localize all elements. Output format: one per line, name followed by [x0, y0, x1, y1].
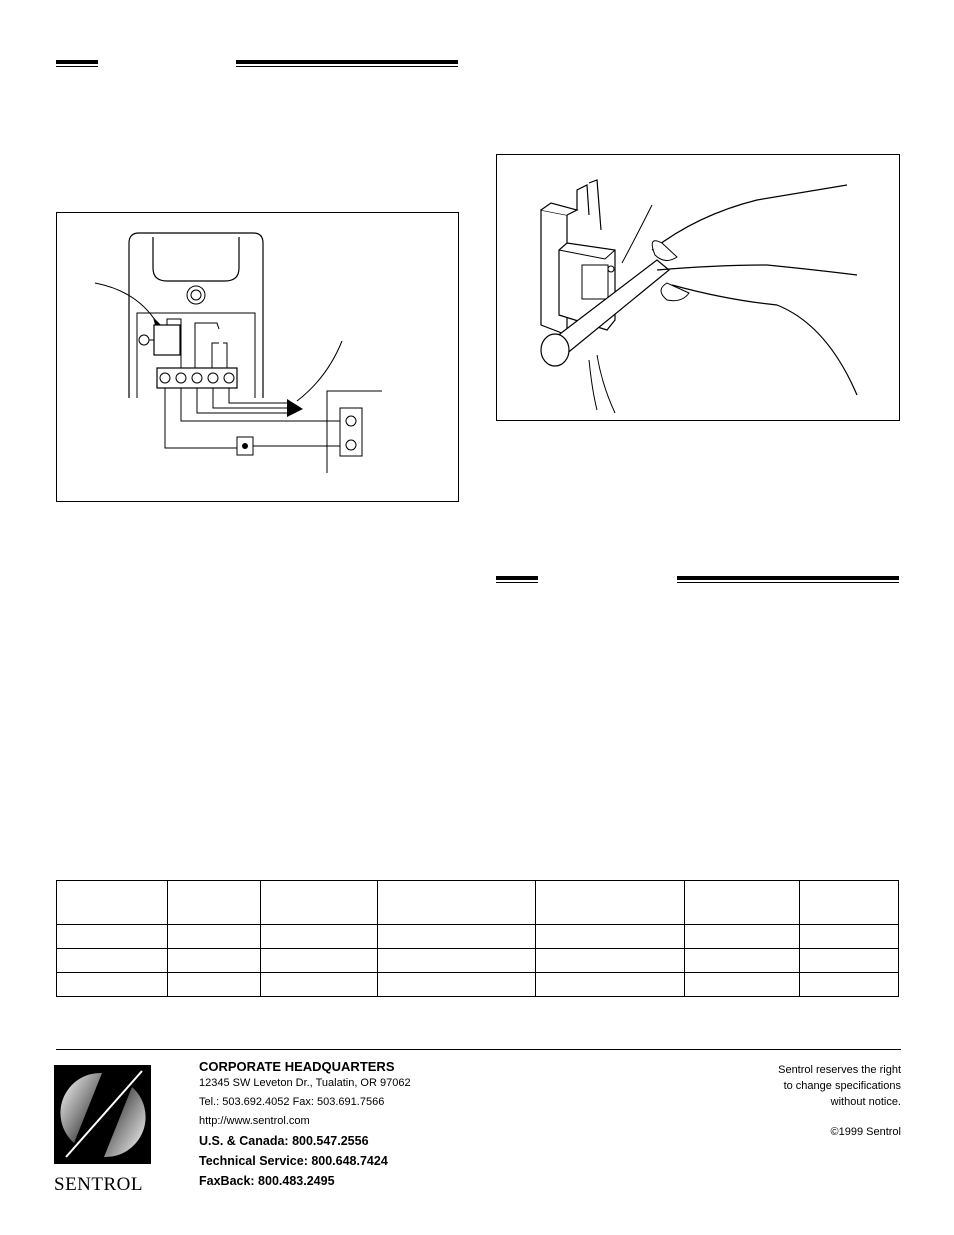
table-cell: [57, 973, 168, 997]
wiring-diagram-svg: [57, 213, 458, 501]
sentrol-logo-mark: [54, 1065, 152, 1165]
hq-title: CORPORATE HEADQUARTERS: [199, 1059, 395, 1074]
hq-address: 12345 SW Leveton Dr., Tualatin, OR 97062: [199, 1077, 411, 1089]
legal-notice: [700, 1062, 901, 1140]
table-cell: [261, 949, 378, 973]
table-row: [57, 949, 899, 973]
copyright: ©1999 Sentrol: [830, 1126, 901, 1138]
specifications-table: [56, 880, 899, 997]
table-cell: [378, 881, 536, 925]
table-cell: [378, 973, 536, 997]
notice-line-2: to change specifications: [783, 1080, 901, 1092]
section-rule-short-left: [56, 60, 98, 64]
table-cell: [261, 881, 378, 925]
table-cell: [57, 925, 168, 949]
hq-contact-block: [199, 1059, 499, 1191]
table-cell: [685, 881, 800, 925]
notice-line-1: Sentrol reserves the right: [778, 1064, 901, 1076]
sentrol-logo: [54, 1065, 152, 1195]
table-cell: [800, 973, 899, 997]
hq-tech-service: Technical Service: 800.648.7424: [199, 1154, 388, 1168]
table-cell: [378, 925, 536, 949]
footer-divider: [56, 1049, 901, 1050]
table-cell: [57, 949, 168, 973]
table-cell: [685, 949, 800, 973]
hq-us-canada: U.S. & Canada: 800.547.2556: [199, 1134, 369, 1148]
table-cell: [800, 881, 899, 925]
installation-illustration-svg: [497, 155, 899, 420]
table-cell: [536, 925, 685, 949]
notice-line-3: without notice.: [830, 1096, 901, 1108]
table-cell: [800, 949, 899, 973]
table-cell: [536, 973, 685, 997]
table-cell: [685, 973, 800, 997]
table-row: [57, 925, 899, 949]
table-cell: [800, 925, 899, 949]
table-header-row: [57, 881, 899, 925]
hq-faxback: FaxBack: 800.483.2495: [199, 1174, 335, 1188]
section-rule-long-right: [677, 576, 899, 580]
section-rule-short-right: [496, 576, 538, 580]
hq-website[interactable]: http://www.sentrol.com: [199, 1115, 310, 1127]
logo-text: SENTROL: [54, 1174, 143, 1195]
table-cell: [168, 881, 261, 925]
wiring-diagram: [56, 212, 459, 502]
installation-illustration: [496, 154, 900, 421]
table-cell: [168, 925, 261, 949]
table-cell: [168, 973, 261, 997]
table-cell: [378, 949, 536, 973]
table-cell: [261, 973, 378, 997]
table-cell: [57, 881, 168, 925]
table-cell: [536, 881, 685, 925]
table-cell: [261, 925, 378, 949]
table-row: [57, 973, 899, 997]
section-rule-long-left: [236, 60, 458, 64]
table-cell: [685, 925, 800, 949]
hq-phone-fax: Tel.: 503.692.4052 Fax: 503.691.7566: [199, 1096, 385, 1108]
table-cell: [536, 949, 685, 973]
table-cell: [168, 949, 261, 973]
